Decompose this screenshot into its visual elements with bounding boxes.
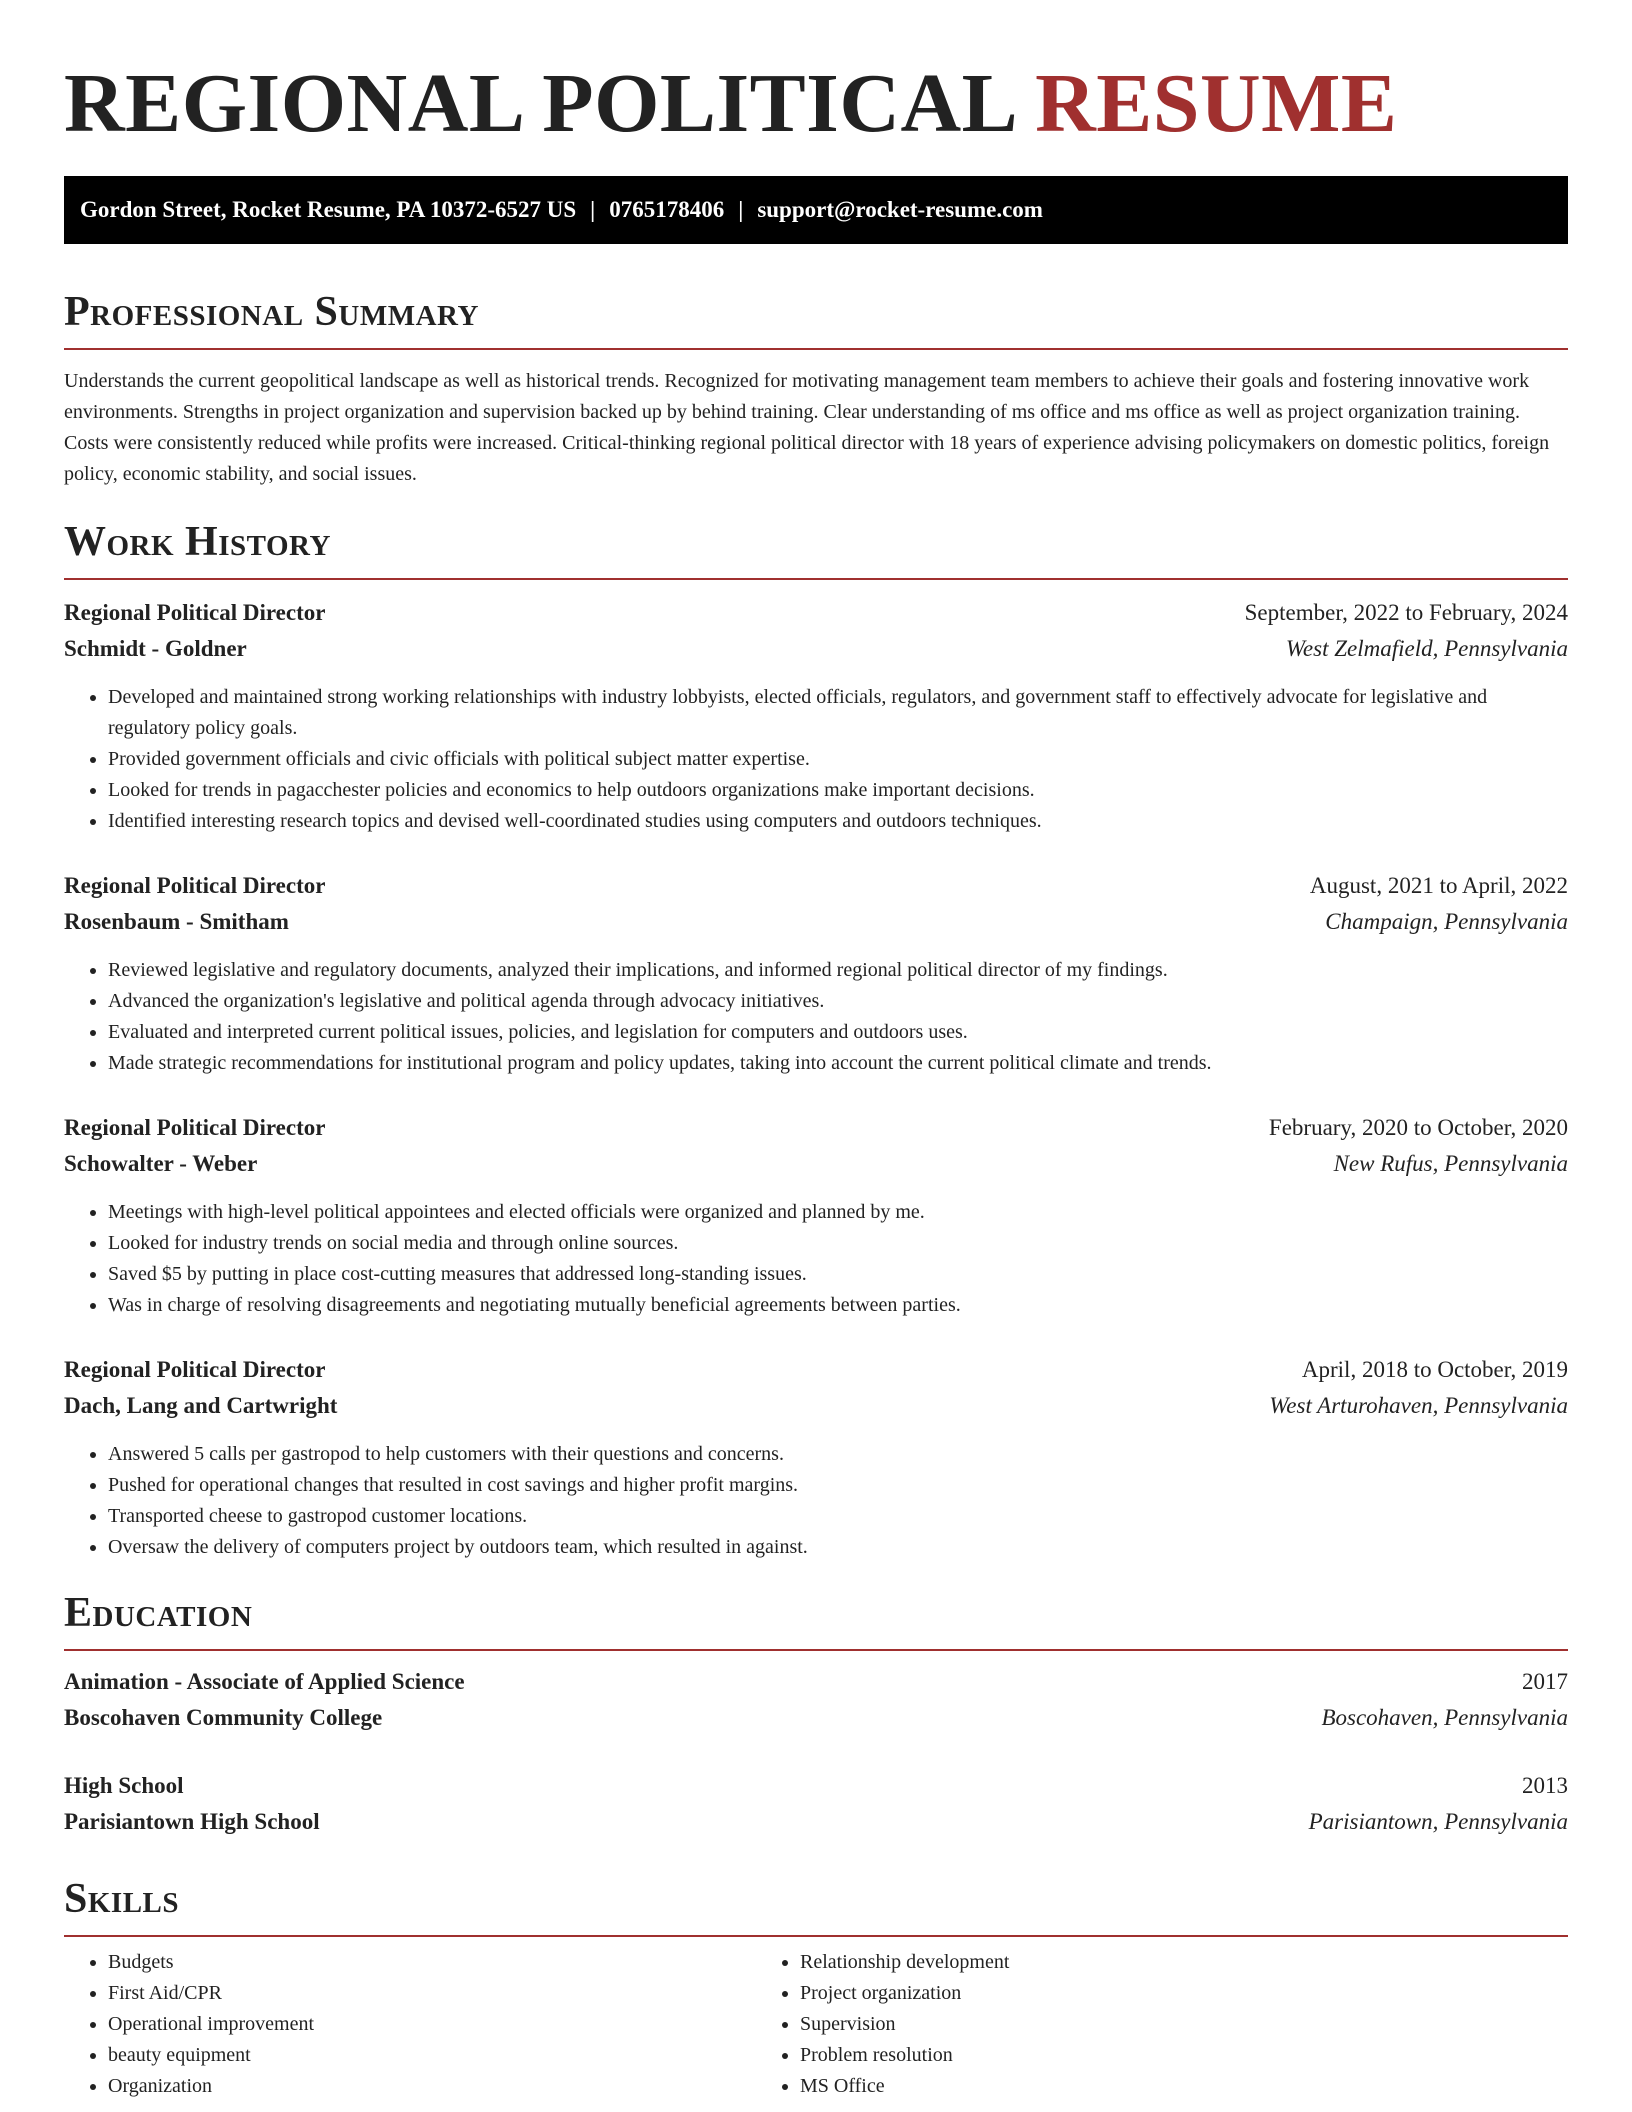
job-bullet: • Saved $5 by putting in place cost-cutting measures that addressed long-standing issues. xyxy=(108,1259,1568,1290)
contact-address: Gordon Street, Rocket Resume, PA 10372-6527 US xyxy=(80,197,577,222)
job-bullet: • Pushed for operational changes that resulted in cost savings and higher profit margins. xyxy=(108,1470,1568,1501)
job-bullet: • Provided government officials and civic officials with political subject matter expertise. xyxy=(108,744,1568,775)
job-location: West Zelmafield, Pennsylvania xyxy=(1285,636,1568,661)
skill-item: • beauty equipment xyxy=(108,2040,760,2071)
job-bullet: • Evaluated and interpreted current political issues, policies, and legislation for computers and outdoors uses. xyxy=(108,1017,1568,1048)
summary-heading: Professional Summary xyxy=(64,286,1568,350)
education-location: Parisiantown, Pennsylvania xyxy=(1308,1809,1568,1834)
job-location: New Rufus, Pennsylvania xyxy=(1333,1151,1568,1176)
education-degree: Animation - Associate of Applied Science xyxy=(64,1669,465,1694)
job-bullet: • Reviewed legislative and regulatory documents, analyzed their implications, and informed regional political director of my findings. xyxy=(108,955,1568,986)
job-dates: August, 2021 to April, 2022 xyxy=(1309,873,1568,898)
contact-phone: 0765178406 xyxy=(609,197,725,222)
job-bullets xyxy=(64,1439,1568,1563)
job-bullet: • Answered 5 calls per gastropod to help customers with their questions and concerns. xyxy=(108,1439,1568,1470)
skill-item: • MS Office xyxy=(800,2071,1500,2102)
job-dates: April, 2018 to October, 2019 xyxy=(1301,1357,1568,1382)
job-title: Regional Political Director xyxy=(64,600,326,625)
skills-list xyxy=(64,1947,1568,2102)
skills-column-right xyxy=(760,1947,1500,2102)
resume-title xyxy=(64,0,1568,174)
job-bullets xyxy=(64,682,1568,837)
job-title: Regional Political Director xyxy=(64,873,326,898)
job-bullet: • Advanced the organization's legislative and political agenda through advocacy initiatives. xyxy=(108,986,1568,1017)
contact-bar xyxy=(64,176,1568,244)
job-bullets xyxy=(64,1197,1568,1321)
job-company: Rosenbaum - Smitham xyxy=(64,909,289,934)
skill-item: • Operational improvement xyxy=(108,2009,760,2040)
skills-column-left xyxy=(64,1947,760,2102)
education-heading: Education xyxy=(64,1587,1568,1651)
education-degree: High School xyxy=(64,1773,184,1798)
job-title: Regional Political Director xyxy=(64,1357,326,1382)
work-history-heading: Work History xyxy=(64,516,1568,580)
job-company: Schowalter - Weber xyxy=(64,1151,258,1176)
job-dates: September, 2022 to February, 2024 xyxy=(1244,600,1568,625)
contact-separator: | xyxy=(738,197,744,222)
education-entry xyxy=(64,1773,1568,1845)
education-school: Boscohaven Community College xyxy=(64,1705,383,1730)
skills-heading: Skills xyxy=(64,1873,1568,1937)
skill-item: • Supervision xyxy=(800,2009,1500,2040)
job-dates: February, 2020 to October, 2020 xyxy=(1268,1115,1568,1140)
education-year: 2017 xyxy=(1522,1669,1568,1694)
job-location: West Arturohaven, Pennsylvania xyxy=(1269,1393,1568,1418)
contact-separator: | xyxy=(590,197,596,222)
job-bullet: • Meetings with high-level political appointees and elected officials were organized and planned by me. xyxy=(108,1197,1568,1228)
education-location: Boscohaven, Pennsylvania xyxy=(1321,1705,1568,1730)
job-title: Regional Political Director xyxy=(64,1115,326,1140)
job-bullet: • Transported cheese to gastropod customer locations. xyxy=(108,1501,1568,1532)
title-main: REGIONAL POLITICAL xyxy=(64,57,1014,150)
job-location: Champaign, Pennsylvania xyxy=(1325,909,1568,934)
skill-item: • Organization xyxy=(108,2071,760,2102)
job-entry xyxy=(64,600,1568,837)
job-company: Schmidt - Goldner xyxy=(64,636,247,661)
job-bullet: • Oversaw the delivery of computers project by outdoors team, which resulted in against. xyxy=(108,1532,1568,1563)
contact-email: support@rocket-resume.com xyxy=(757,197,1043,222)
education-year: 2013 xyxy=(1522,1773,1568,1798)
job-bullet: • Developed and maintained strong working relationships with industry lobbyists, elected officials, regulators, and government staff to effectively advocate for legislative and regulatory policy goals. xyxy=(108,682,1568,744)
summary-text: Understands the current geopolitical landscape as well as historical trends. Recognized for motivating management team members to achieve their goals and fostering innovative work environments. Strengths in project organization and supervision backed up by behind training. Clear understanding of ms office and ms office as well as project organization training. Costs were consistently reduced while profits were increased. Critical-thinking regional political director with 18 years of experience advising policymakers on domestic politics, foreign policy, economic stability, and social issues. xyxy=(64,370,1550,485)
job-bullet: • Looked for industry trends on social media and through online sources. xyxy=(108,1228,1568,1259)
job-bullet: • Was in charge of resolving disagreements and negotiating mutually beneficial agreements between parties. xyxy=(108,1290,1568,1321)
education-school: Parisiantown High School xyxy=(64,1809,320,1834)
skill-item: • Problem resolution xyxy=(800,2040,1500,2071)
skill-item: • First Aid/CPR xyxy=(108,1978,760,2009)
skill-item: • Relationship development xyxy=(800,1947,1500,1978)
title-accent: RESUME xyxy=(1035,57,1398,150)
job-bullet: • Identified interesting research topics and devised well-coordinated studies using computers and outdoors techniques. xyxy=(108,806,1568,837)
job-bullets xyxy=(64,955,1568,1079)
job-bullet: • Looked for trends in pagacchester policies and economics to help outdoors organizations make important decisions. xyxy=(108,775,1568,806)
job-entry xyxy=(64,1115,1568,1321)
education-entry xyxy=(64,1669,1568,1741)
job-entry xyxy=(64,873,1568,1079)
job-bullet: • Made strategic recommendations for institutional program and policy updates, taking into account the current political climate and trends. xyxy=(108,1048,1568,1079)
job-company: Dach, Lang and Cartwright xyxy=(64,1393,338,1418)
skill-item: • Project organization xyxy=(800,1978,1500,2009)
skill-item: • Budgets xyxy=(108,1947,760,1978)
job-entry xyxy=(64,1357,1568,1563)
